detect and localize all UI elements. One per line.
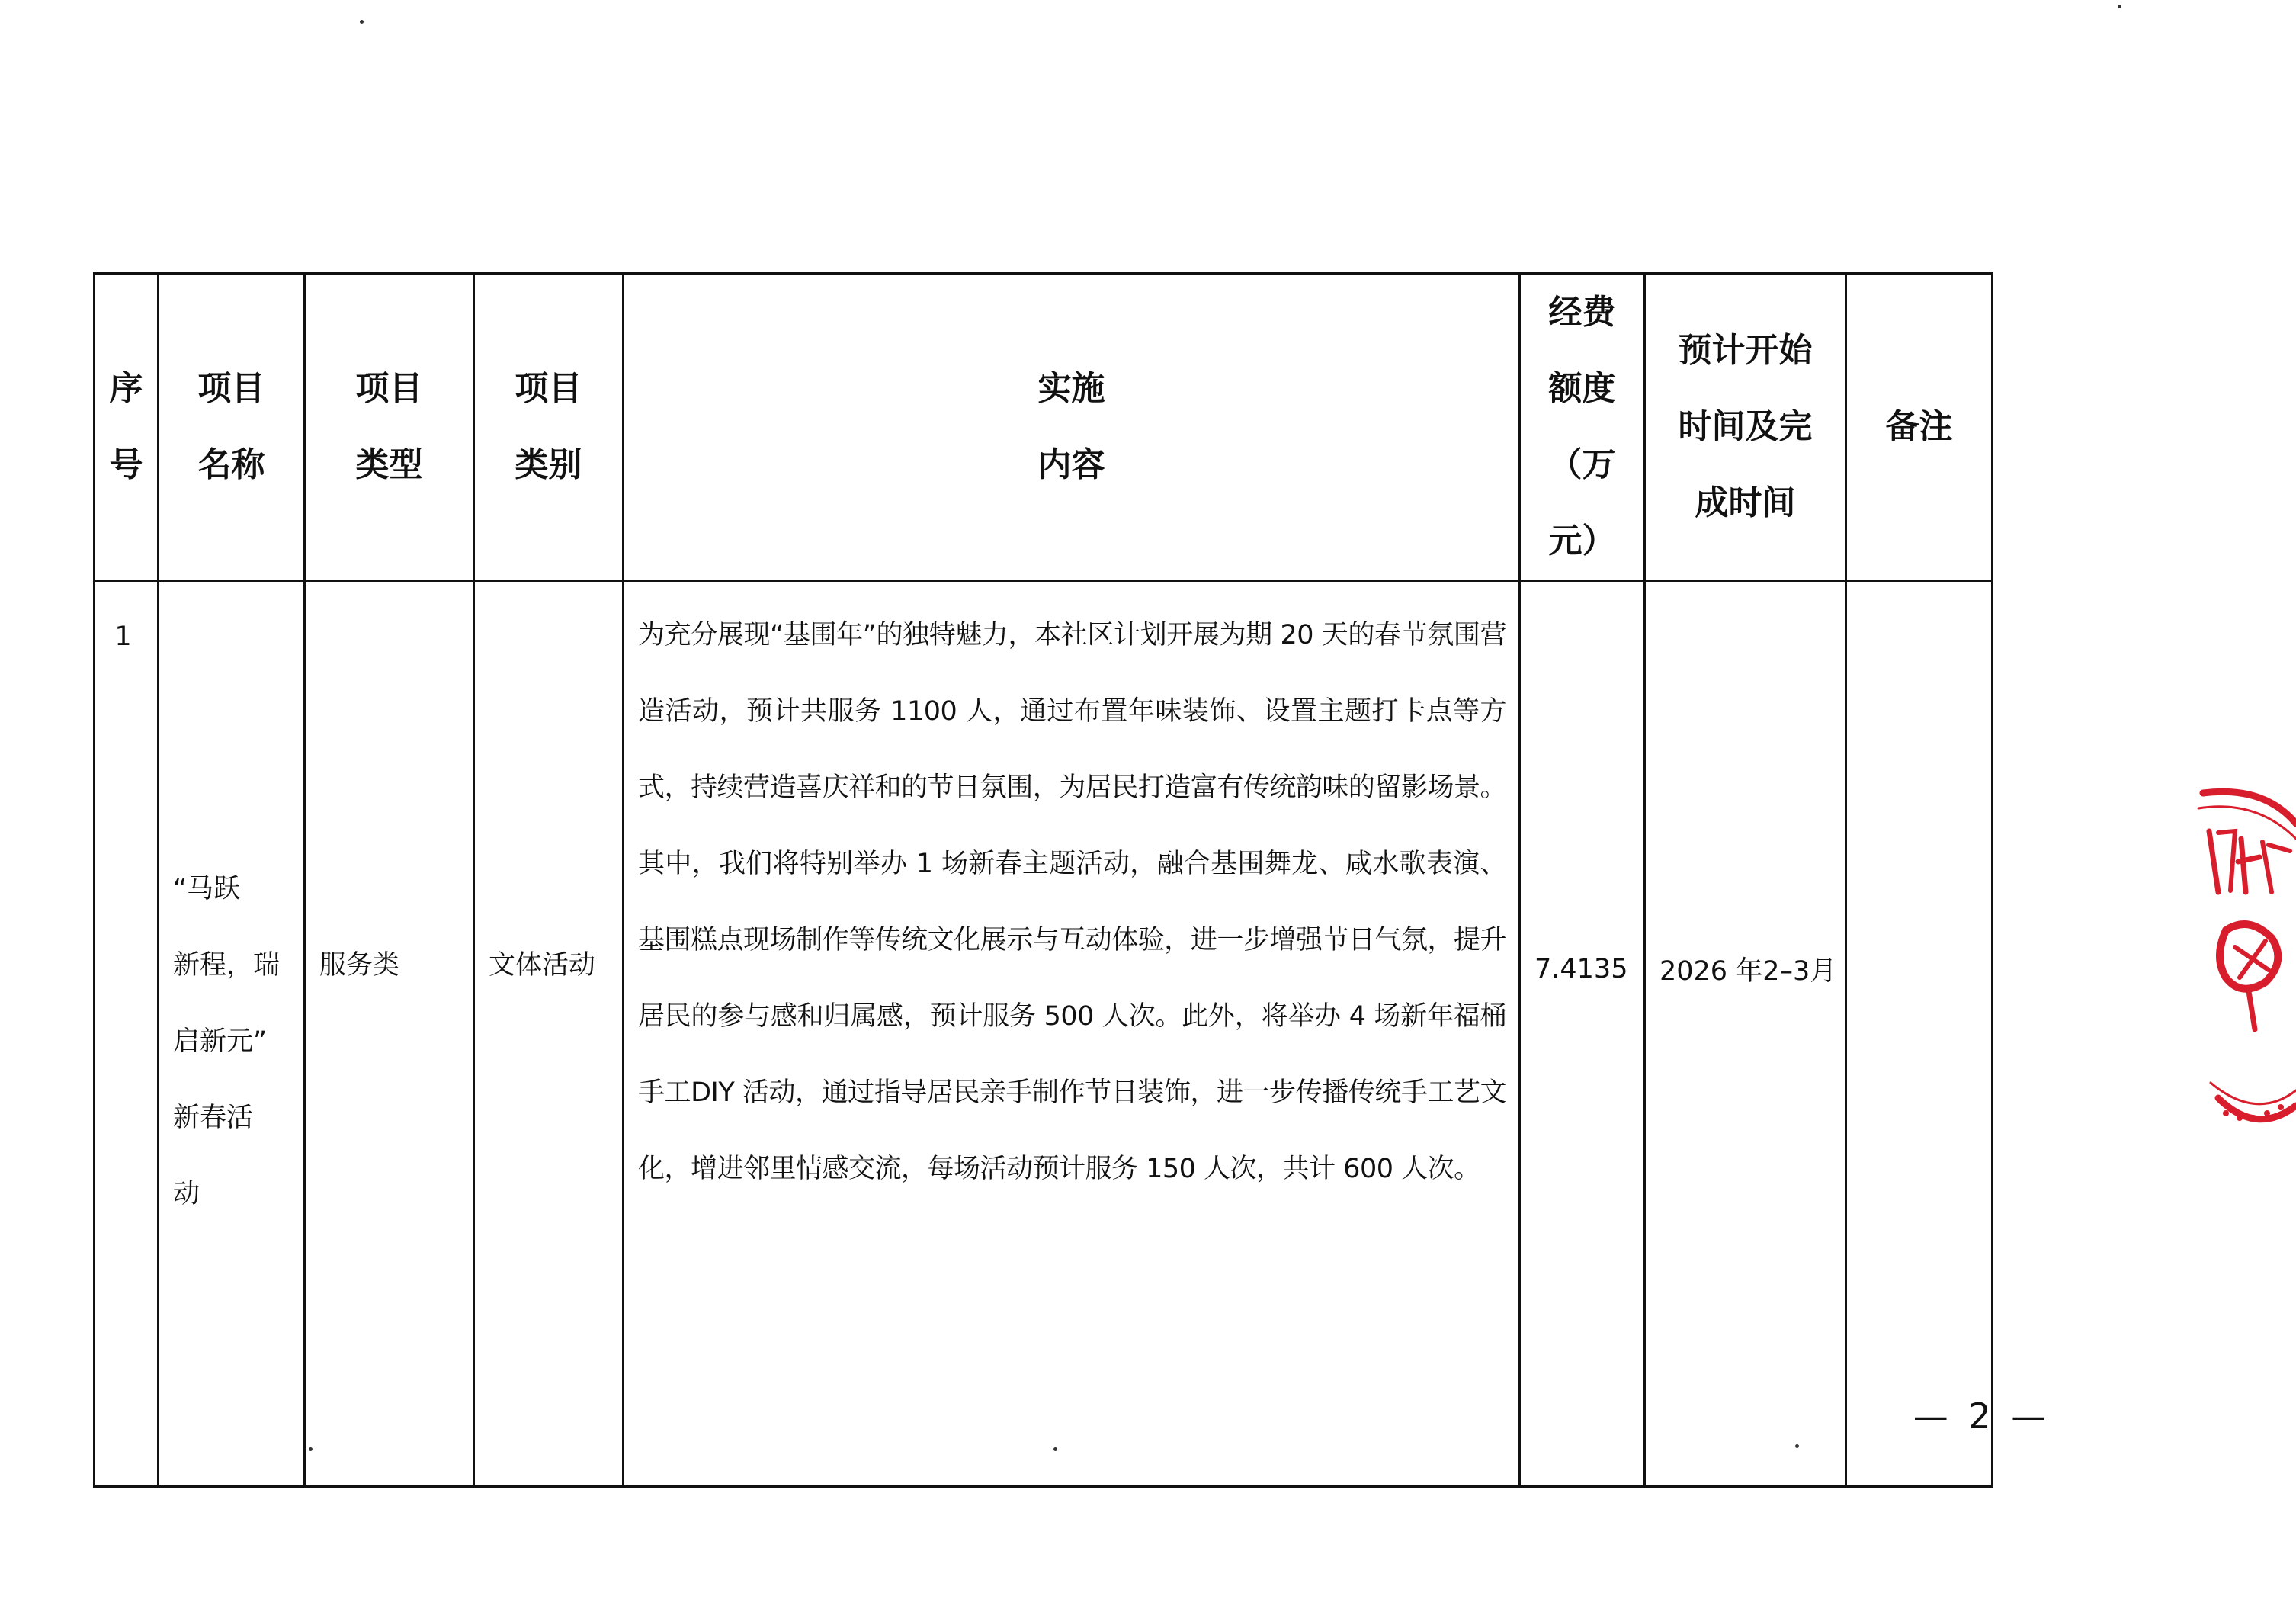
scan-speck: [360, 20, 364, 24]
cell-budget: 7.4135: [1520, 581, 1645, 1487]
header-seq: 序 号: [95, 274, 159, 581]
header-project-type: 项目 类型: [305, 274, 474, 581]
header-note: 备注: [1846, 274, 1993, 581]
header-project-name: 项目 名称: [159, 274, 305, 581]
scan-speck: [2118, 5, 2121, 8]
scan-speck: [309, 1447, 313, 1451]
scan-speck: [1795, 1444, 1799, 1448]
scan-speck: [1053, 1447, 1057, 1451]
cell-implementation-content: 为充分展现“基围年”的独特魅力，本社区计划开展为期 20 天的春节氛围营造活动，预计共服务 1100 人，通过布置年味装饰、设置主题打卡点等方式，持续营造喜庆祥和的节日氛围，为居民打造富有传统韵味的留影场景。其中，我们将特别举办 1 场新春主题活动，融合基围舞龙、咸水歌表演、基围糕点现场制作等传统文化展示与互动体验，进一步增强节日气氛，提升居民的参与感和归属感，预计服务 500 人次。此外，将举办 4 场新年福桶手工DIY 活动，通过指导居民亲手制作节日装饰，进一步传播传统手工艺文化，增进邻里情感交流，每场活动预计服务 150 人次，共计 600 人次。: [624, 581, 1520, 1487]
cell-project-name: “马跃 新程，瑞 启新元” 新春活 动: [159, 581, 305, 1487]
cell-timeline: 2026 年2–3月: [1645, 581, 1846, 1487]
cell-note: [1846, 581, 1993, 1487]
page-number: — 2 —: [1913, 1395, 2051, 1437]
header-implementation-content: 实施 内容: [624, 274, 1520, 581]
table-row: [95, 581, 1993, 1487]
header-project-category: 项目 类别: [474, 274, 624, 581]
cell-seq: 1: [95, 581, 159, 1487]
header-budget: 经费 额度 （万 元）: [1520, 274, 1645, 581]
cell-project-type: 服务类: [305, 581, 474, 1487]
header-timeline: 预计开始 时间及完 成时间: [1645, 274, 1846, 581]
table-header-row: [95, 274, 1993, 581]
cell-project-category: 文体活动: [474, 581, 624, 1487]
official-seal-stamp: [2195, 778, 2296, 1144]
project-plan-table: [93, 272, 1993, 1488]
